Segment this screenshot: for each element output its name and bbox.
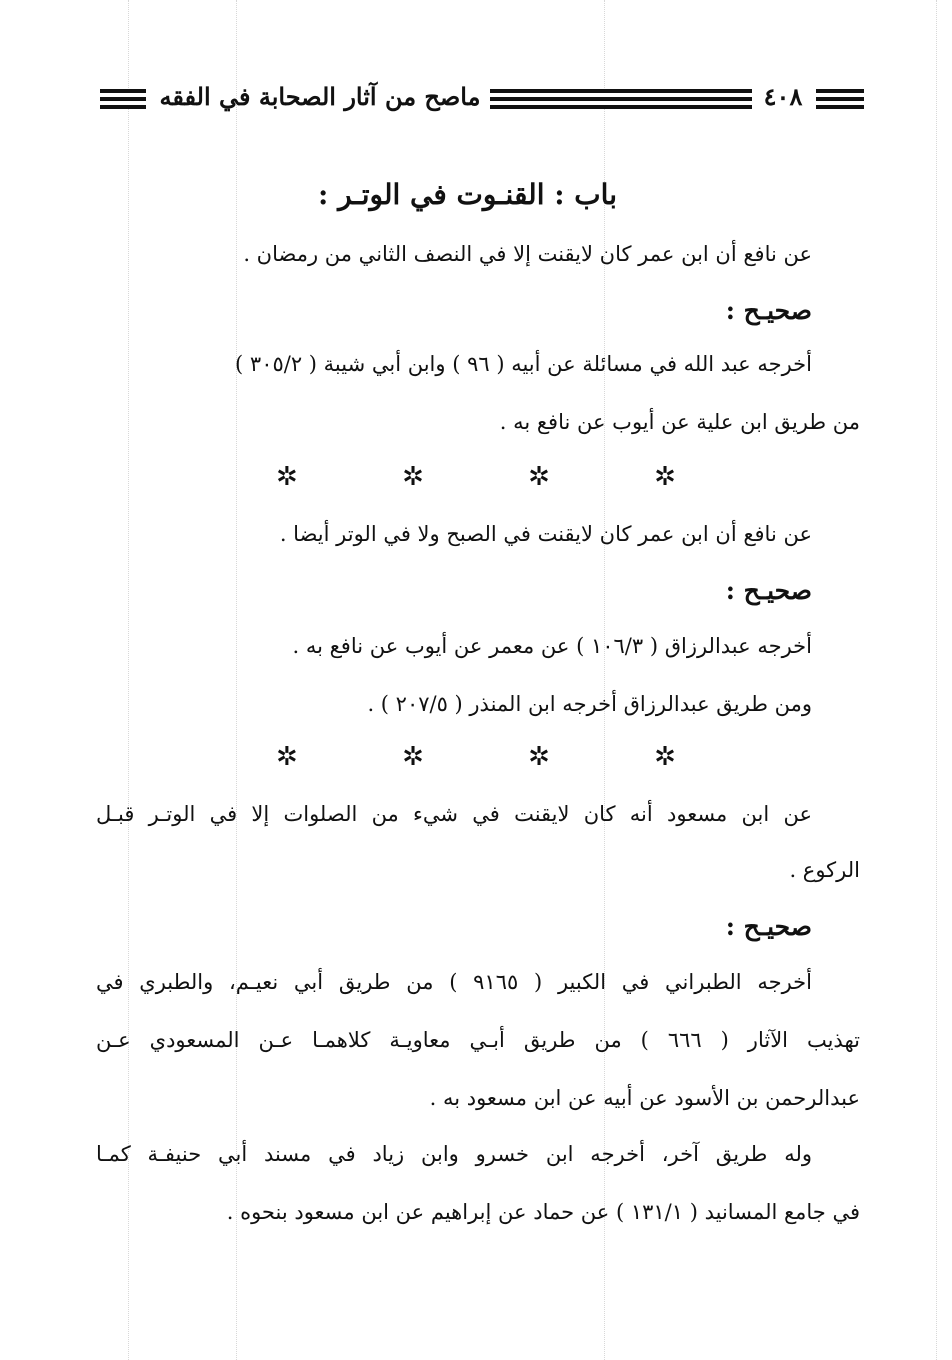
header-rule bbox=[490, 89, 752, 109]
takhrij-line: من طريق ابن علية عن أيوب عن نافع به . bbox=[499, 410, 860, 434]
takhrij-line: أخرجه عبدالرزاق ( ١٠٦/٣ ) عن معمر عن أيوب عن نافع به . bbox=[292, 634, 812, 658]
athar-text: الركوع . bbox=[789, 858, 860, 882]
athar-text: عن نافع أن ابن عمر كان لايقنت إلا في النصف الثاني من رمضان . bbox=[243, 242, 812, 266]
takhrij-line: ومن طريق عبدالرزاق أخرجه ابن المنذر ( ٢٠٧/٥ ) . bbox=[367, 692, 812, 716]
verdict-label: صحيـح : bbox=[725, 296, 812, 325]
takhrij-line: في جامع المسانيد ( ١٣١/١ ) عن حماد عن إبراهيم عن ابن مسعود بنحوه . bbox=[226, 1200, 860, 1224]
header-rule bbox=[816, 89, 864, 109]
takhrij-line: أخرجه عبد الله في مسائلة عن أبيه ( ٩٦ ) وابن أبي شيبة ( ٣٠٥/٢ ) bbox=[235, 352, 812, 376]
header-rule bbox=[100, 89, 146, 109]
running-header bbox=[100, 82, 864, 116]
section-separator: ✲ ✲ ✲ ✲ bbox=[276, 742, 724, 772]
athar-text: عن نافع أن ابن عمر كان لايقنت في الصبح ولا في الوتر أيضا . bbox=[279, 522, 812, 546]
chapter-title: باب : القنـوت في الوتـر : bbox=[318, 178, 617, 211]
verdict-label: صحيـح : bbox=[725, 576, 812, 605]
section-separator: ✲ ✲ ✲ ✲ bbox=[276, 462, 724, 492]
takhrij-line: تهذيب الآثار ( ٦٦٦ ) من طريق أبـي معاويـة كلاهمـا عـن المسعودي عـن bbox=[96, 1028, 860, 1052]
page-number: ٤٠٨ bbox=[763, 82, 803, 111]
takhrij-line: عبدالرحمن بن الأسود عن أبيه عن ابن مسعود به . bbox=[429, 1086, 860, 1110]
running-title: ماصح من آثار الصحابة في الفقه bbox=[159, 82, 481, 111]
takhrij-line: أخرجه الطبراني في الكبير ( ٩١٦٥ ) من طريق أبي نعيـم، والطبري في bbox=[96, 970, 812, 994]
scan-guide-line bbox=[936, 0, 937, 1360]
takhrij-line: وله طريق آخر، أخرجه ابن خسرو وابن زياد في مسند أبي حنيفـة كمـا bbox=[96, 1142, 812, 1166]
athar-text: عن ابن مسعود أنه كان لايقنت في شيء من الصلوات إلا في الوتـر قبـل bbox=[96, 802, 812, 826]
verdict-label: صحيـح : bbox=[725, 912, 812, 941]
